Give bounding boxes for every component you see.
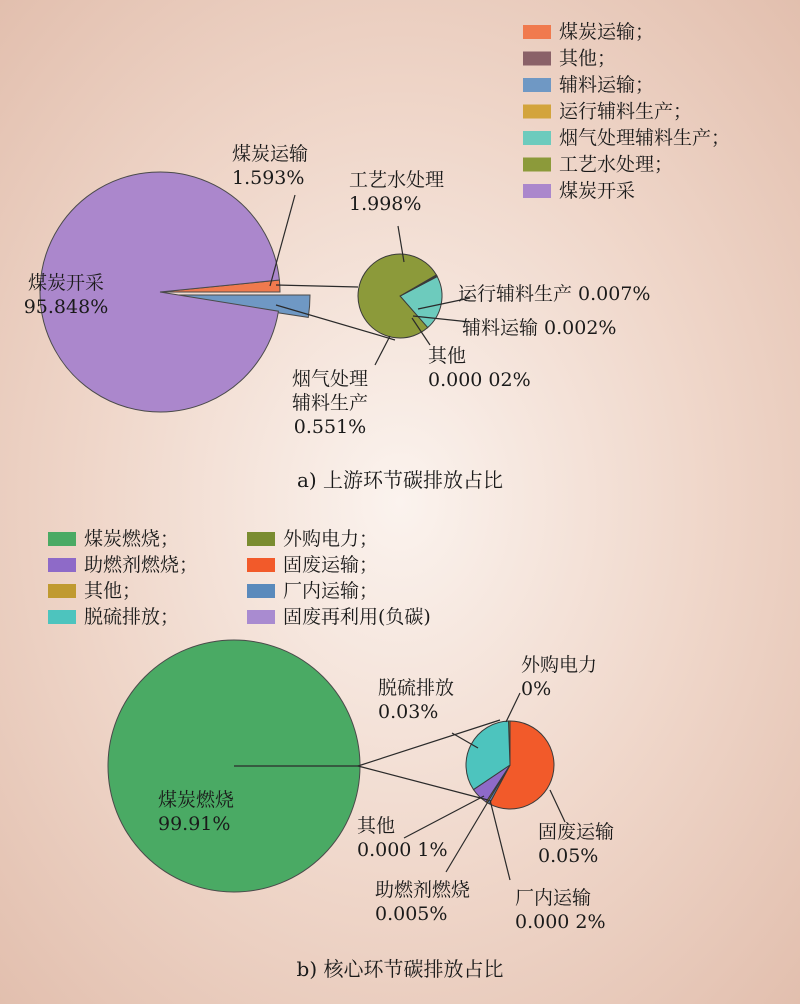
legend-item-swatch [48,558,76,572]
label-desulfurization [378,677,454,723]
label-flue-gas-line: 烟气处理 [291,368,369,390]
connector-top [276,285,358,287]
leader-solid-waste [550,790,565,822]
legend-item: 厂内运输； [283,580,379,602]
label-other-line: 0.000 1% [357,839,448,861]
label-run-aux-line: 运行辅料生产 0.007% [458,283,651,305]
legend-item-swatch [523,25,551,39]
legend-item: 煤炭运输； [559,21,655,43]
label-coal-transport [232,143,308,189]
legend-item: 助燃剂燃烧； [84,554,199,576]
legend-item-swatch [523,131,551,145]
sub-pie-core [466,721,554,809]
legend-item: 外购电力； [283,528,379,550]
legend-item-swatch [523,52,551,66]
legend-item-swatch [247,584,275,598]
label-combustion-aid [375,879,470,925]
leader-flue [375,336,390,365]
legend-item-swatch [48,532,76,546]
leader-aid [446,800,489,872]
chart-upstream [24,21,730,492]
label-flue-gas [292,368,368,438]
leader-coal-transport [270,195,295,286]
label-solid-waste-transport [538,821,614,867]
label-coal-combustion-line: 99.91% [158,813,231,835]
legend-item-swatch [523,78,551,92]
legend-item: 其他； [559,47,617,70]
label-purchased-power-line: 外购电力 [521,654,598,676]
sub-pie [358,254,442,338]
label-flue-gas-line: 0.551% [293,416,367,438]
legend-item: 固废运输； [283,554,379,576]
label-coal-combustion-line: 煤炭燃烧 [158,789,235,811]
legend-item: 其他； [84,580,142,602]
legend-item: 煤炭燃烧； [84,528,180,550]
label-other-line: 0.000 02% [428,369,531,391]
label-solid-waste-transport-line: 固废运输 [538,821,615,843]
label-coal-transport-line: 1.593% [232,167,305,189]
legend-item: 运行辅料生产； [559,100,693,123]
legend-upstream [523,21,730,202]
label-combustion-aid-line: 0.005% [375,903,448,925]
label-purchased-power-line: 0% [521,678,552,700]
legend-item: 烟气处理辅料生产； [559,127,731,149]
caption-core: b) 核心环节碳排放占比 [296,957,504,981]
label-water-treatment-line: 1.998% [349,193,422,215]
legend-item-swatch [523,158,551,172]
label-other [428,345,531,391]
label-other-line: 其他 [357,815,396,837]
legend-item: 煤炭开采 [559,180,636,202]
label-coal-transport-line: 煤炭运输 [232,143,309,165]
legend-core [48,528,431,628]
label-flue-gas-line: 辅料生产 [291,392,369,414]
label-desulfurization-line: 0.03% [378,701,439,723]
label-desulfurization-line: 脱硫排放 [378,677,455,699]
leader-plant [490,800,510,880]
label-run-aux [458,283,651,305]
label-other-line: 其他 [428,345,467,367]
legend-item-swatch [523,105,551,119]
leader-other [404,796,484,838]
legend-item: 脱硫排放； [84,606,180,628]
label-plant-transport-line: 厂内运输 [515,887,592,909]
legend-item: 辅料运输； [559,74,655,96]
legend-item: 固废再利用(负碳) [283,606,431,628]
legend-item-swatch [48,584,76,598]
label-coal-mining-line: 煤炭开采 [27,272,105,294]
leader-power [506,693,520,722]
legend-item: 工艺水处理； [559,153,674,176]
label-purchased-power [521,654,597,700]
label-solid-waste-transport-line: 0.05% [538,845,599,867]
legend-item-swatch [48,610,76,624]
legend-item-swatch [247,558,275,572]
caption-upstream: a) 上游环节碳排放占比 [296,468,504,492]
label-aux-transport-line: 辅料运输 0.002% [462,317,617,339]
label-aux-transport [462,317,617,339]
label-water-treatment-line: 工艺水处理 [349,169,445,191]
chart-core [48,528,614,981]
label-coal-mining-line: 95.848% [23,296,109,318]
legend-item-swatch [247,610,275,624]
legend-item-swatch [523,184,551,198]
label-water-treatment [349,169,444,215]
label-combustion-aid-line: 助燃剂燃烧 [375,879,471,901]
legend-item-swatch [247,532,275,546]
label-plant-transport-line: 0.000 2% [515,911,606,933]
label-plant-transport [515,887,606,933]
